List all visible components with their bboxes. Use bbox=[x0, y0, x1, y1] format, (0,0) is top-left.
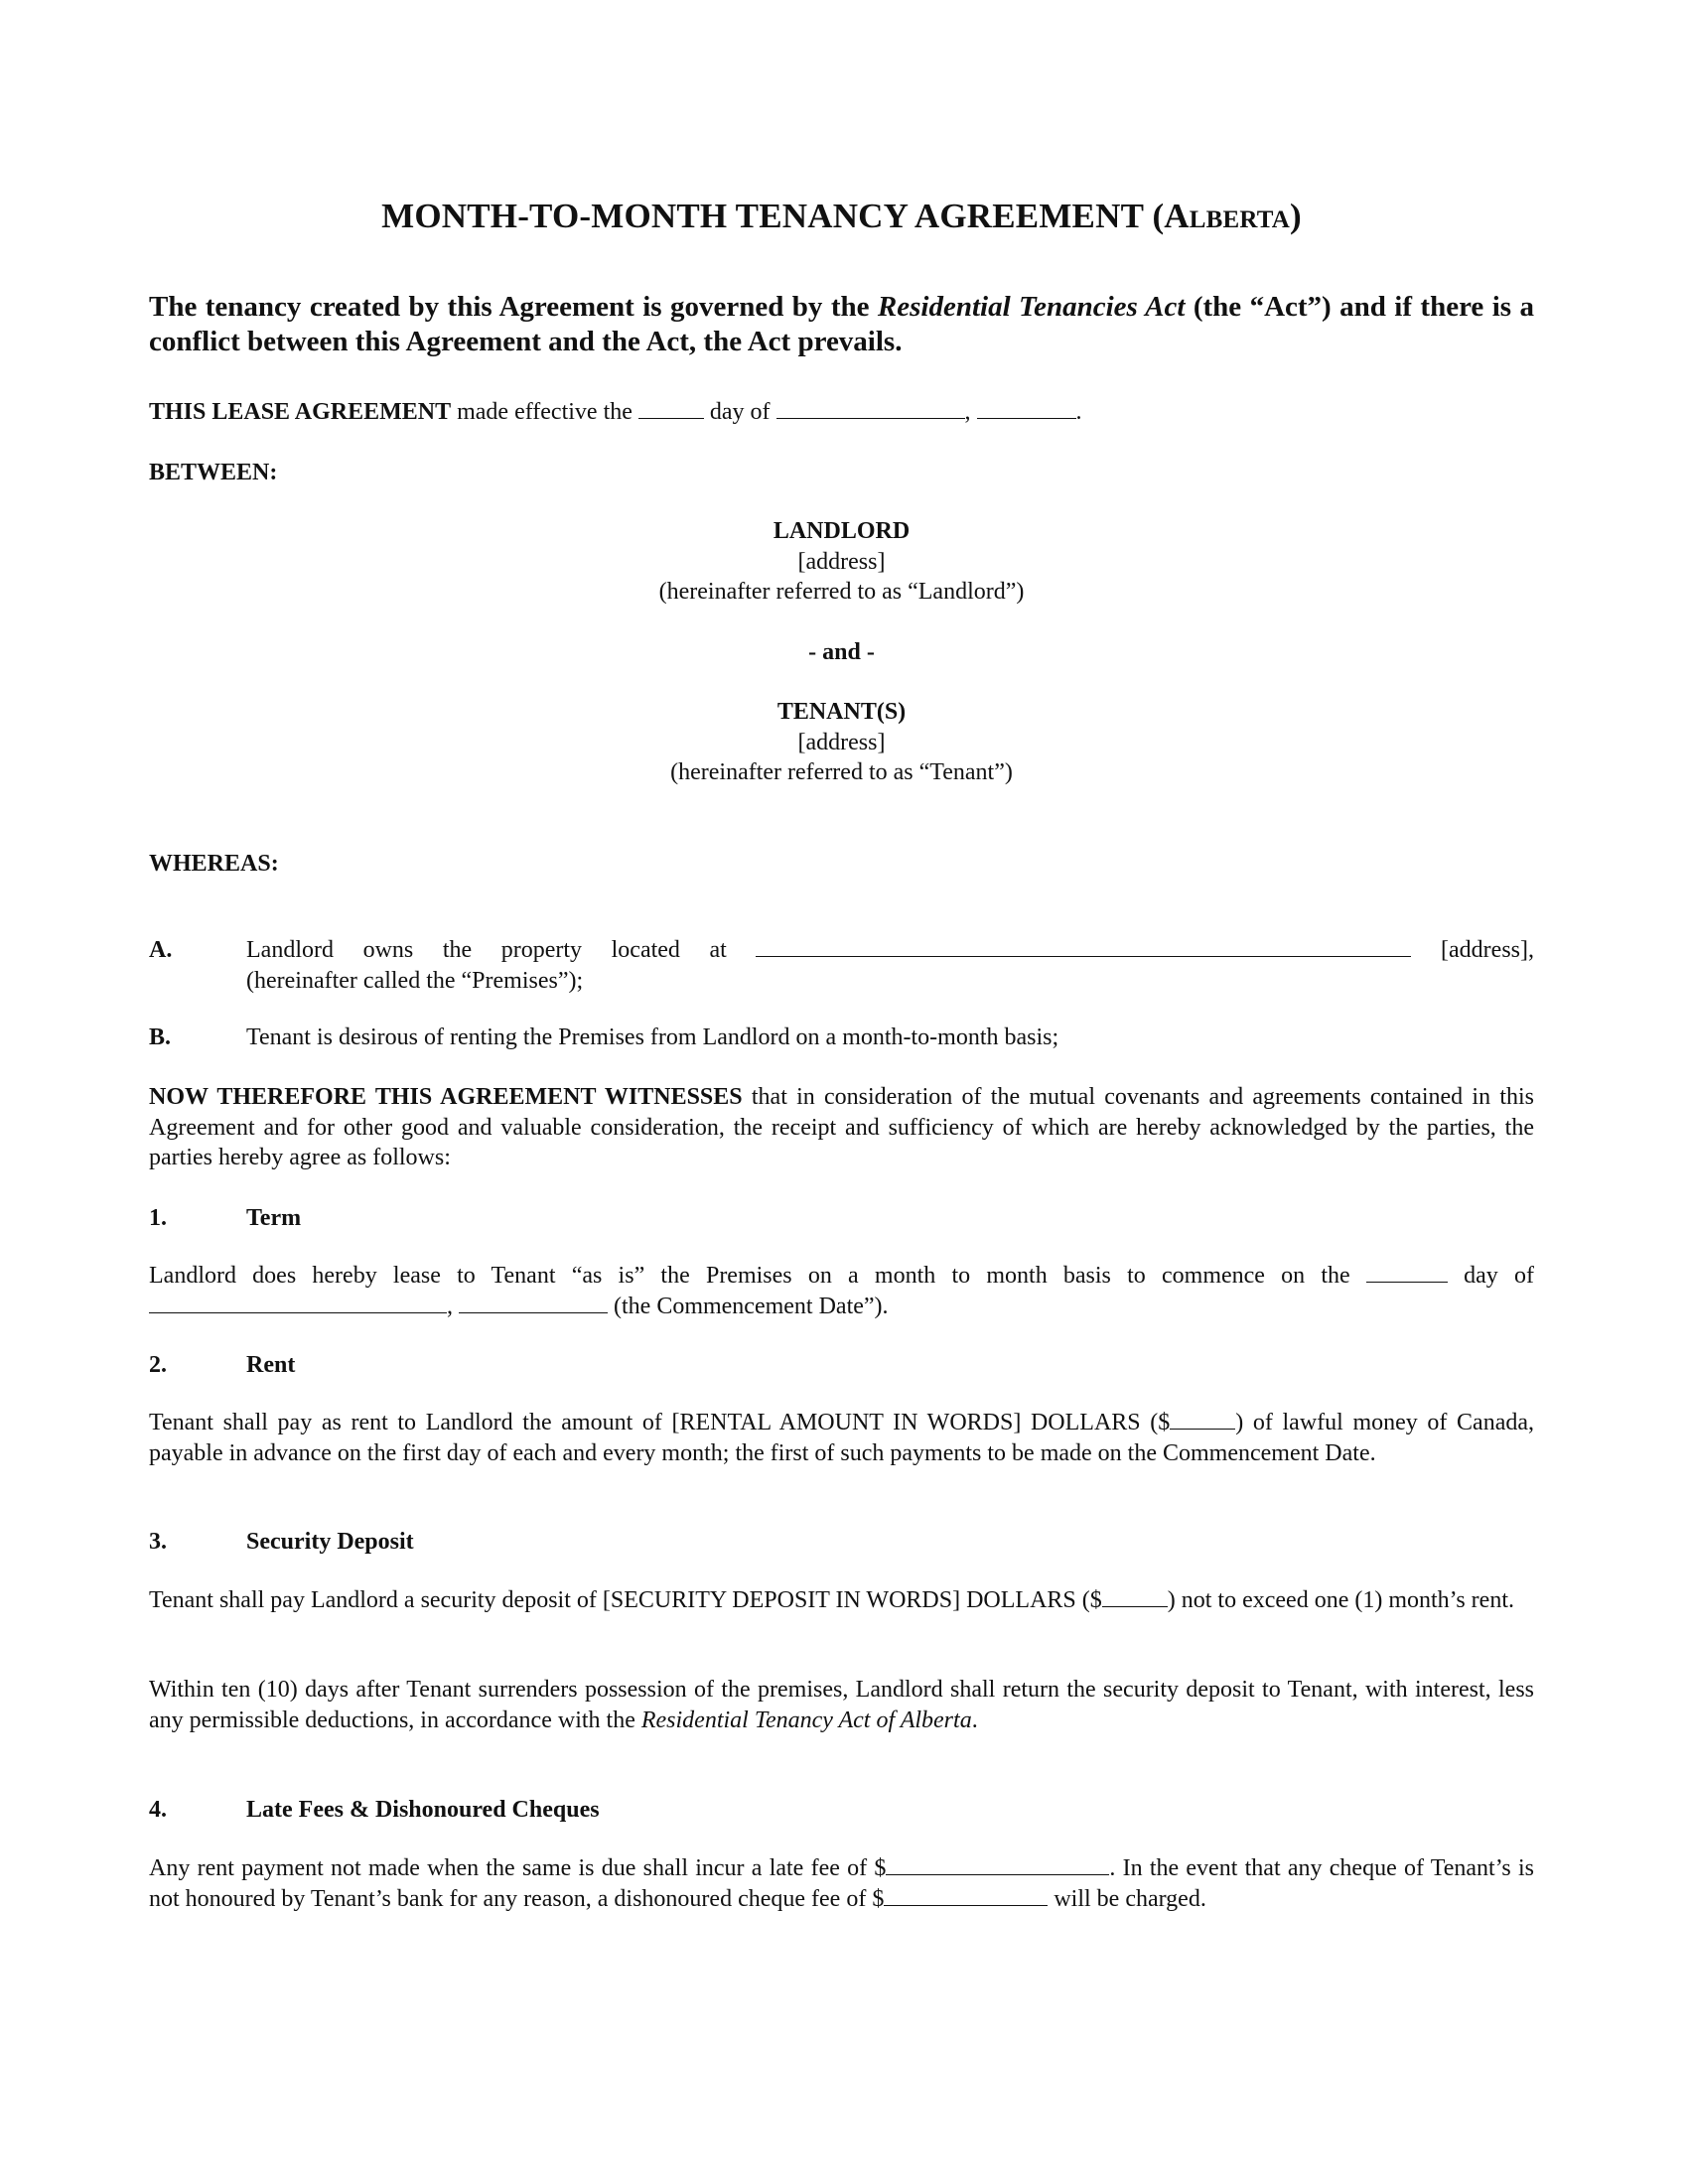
rent-text-1: Tenant shall pay as rent to Landlord the amount of [RENTAL AMOUNT IN WORDS] DOLLARS ($ bbox=[149, 1410, 1171, 1435]
and-separator: - and - bbox=[808, 639, 875, 665]
landlord-address: [address] bbox=[797, 548, 886, 575]
section-1-paragraph bbox=[149, 1261, 1534, 1321]
notice-text-1: The tenancy created by this Agreement is governed by the bbox=[149, 291, 878, 323]
witnesses-text: that in consideration of the mutual covenants and agreements contained in this Agreement and for other good and valuable consideration, the receipt and sufficiency of which are hereby acknowledged by the parties, the parties hereby agree as follows: bbox=[149, 1084, 1534, 1170]
document-title bbox=[149, 195, 1534, 238]
deposit-return-text-2: . bbox=[971, 1706, 978, 1733]
recital-b-text: Tenant is desirous of renting the Premises from Landlord on a month-to-month basis; bbox=[246, 1024, 1059, 1050]
lease-text-3: , bbox=[964, 399, 977, 425]
section-2-title: Rent bbox=[246, 1352, 296, 1378]
recital-a-label: A. bbox=[149, 937, 173, 963]
late-fee-text-2: . In the event that any cheque of Tenant’s is not honoured by Tenant’s bank for any reason, a dishonoured cheque fee of $ bbox=[149, 1855, 1534, 1912]
lease-text-1: made effective the bbox=[451, 399, 638, 425]
recital-a bbox=[149, 935, 1534, 999]
late-fee-blank[interactable] bbox=[886, 1873, 1109, 1875]
witnesses-lead: NOW THEREFORE THIS AGREEMENT WITNESSES bbox=[149, 1084, 743, 1110]
lease-text-2: day of bbox=[703, 399, 776, 425]
dishonoured-fee-blank[interactable] bbox=[884, 1904, 1048, 1906]
recital-a-text-1: Landlord owns the property located at bbox=[246, 937, 757, 963]
between-text: BETWEEN: bbox=[149, 460, 278, 485]
lease-effective-line bbox=[149, 397, 1534, 428]
deposit-return-text-1: Within ten (10) days after Tenant surrenders possession of the premises, Landlord shall return the security deposit to Tenant, with interest, less any permissible deductions, in accordance with the bbox=[149, 1677, 1534, 1733]
effective-year-blank[interactable] bbox=[977, 417, 1076, 419]
section-3-paragraph-2 bbox=[149, 1675, 1534, 1735]
deposit-act-name: Residential Tenancy Act of Alberta bbox=[640, 1706, 972, 1733]
section-3-title: Security Deposit bbox=[246, 1529, 414, 1555]
governing-act-notice bbox=[149, 290, 1534, 359]
late-fee-text-3: will be charged. bbox=[1048, 1885, 1206, 1912]
landlord-referred: (hereinafter referred to as “Landlord”) bbox=[658, 579, 1025, 605]
section-2-paragraph bbox=[149, 1408, 1534, 1468]
lease-lead: THIS LEASE AGREEMENT bbox=[149, 399, 452, 425]
recital-a-text bbox=[246, 935, 1534, 996]
title-main: MONTH-TO-MONTH TENANCY AGREEMENT bbox=[381, 197, 1153, 235]
document-page bbox=[149, 0, 1534, 2184]
recital-a-line-1 bbox=[246, 935, 1534, 966]
rent-amount-blank[interactable] bbox=[1170, 1428, 1235, 1430]
between-label bbox=[149, 458, 1534, 488]
tenant-address: [address] bbox=[797, 729, 886, 755]
tenant-party-block bbox=[149, 697, 1534, 788]
section-4-paragraph bbox=[149, 1853, 1534, 1914]
term-text-3: , bbox=[447, 1293, 459, 1319]
recital-b-label: B. bbox=[149, 1024, 172, 1050]
commencement-month-blank[interactable] bbox=[149, 1311, 447, 1313]
effective-day-blank[interactable] bbox=[638, 417, 704, 419]
section-4-number: 4. bbox=[149, 1797, 167, 1823]
section-3-heading bbox=[149, 1527, 1534, 1559]
deposit-text-1: Tenant shall pay Landlord a security deposit of [SECURITY DEPOSIT IN WORDS] DOLLARS ($ bbox=[149, 1587, 1102, 1613]
recital-a-line-2: (hereinafter called the “Premises”); bbox=[246, 967, 584, 994]
term-text-2: day of bbox=[1447, 1263, 1534, 1289]
landlord-name: LANDLORD bbox=[773, 518, 911, 544]
section-3-paragraph-1 bbox=[149, 1585, 1534, 1616]
section-1-heading bbox=[149, 1203, 1534, 1235]
commencement-year-blank[interactable] bbox=[459, 1311, 608, 1313]
lease-text-4: . bbox=[1075, 399, 1082, 425]
witnesses-clause bbox=[149, 1082, 1534, 1173]
rent-text-2: ) of lawful money of Canada, payable in advance on the first day of each and every month; the first of such payments to be made on the Commencement Date. bbox=[149, 1410, 1534, 1466]
notice-act-name: Residential Tenancies Act bbox=[877, 291, 1186, 323]
section-2-heading bbox=[149, 1350, 1534, 1382]
property-address-blank[interactable] bbox=[756, 955, 1411, 957]
recital-b bbox=[149, 1023, 1534, 1054]
term-text-4: (the Commencement Date”). bbox=[608, 1293, 889, 1319]
recital-a-text-2: [address], bbox=[1411, 937, 1534, 963]
term-text-1: Landlord does hereby lease to Tenant “as is” the Premises on a month to month basis to commence on the bbox=[149, 1263, 1366, 1289]
notice-text-2: (the “Act”) and if there is a conflict between this Agreement and the Act, the Act prevails. bbox=[149, 291, 1534, 357]
section-1-title: Term bbox=[246, 1205, 302, 1231]
deposit-text-2: ) not to exceed one (1) month’s rent. bbox=[1167, 1587, 1514, 1613]
title-province: (Alberta) bbox=[1152, 197, 1302, 235]
deposit-amount-blank[interactable] bbox=[1102, 1605, 1168, 1607]
tenant-name: TENANT(S) bbox=[776, 699, 907, 725]
late-fee-text-1: Any rent payment not made when the same is due shall incur a late fee of $ bbox=[149, 1855, 887, 1881]
tenant-referred: (hereinafter referred to as “Tenant”) bbox=[670, 759, 1013, 785]
whereas-text: WHEREAS: bbox=[149, 851, 279, 877]
landlord-party-block bbox=[149, 516, 1534, 608]
section-4-heading bbox=[149, 1795, 1534, 1827]
section-1-number: 1. bbox=[149, 1205, 167, 1231]
effective-month-blank[interactable] bbox=[776, 417, 965, 419]
section-2-number: 2. bbox=[149, 1352, 167, 1378]
section-4-title: Late Fees & Dishonoured Cheques bbox=[246, 1797, 600, 1823]
commencement-day-blank[interactable] bbox=[1366, 1281, 1448, 1283]
section-3-number: 3. bbox=[149, 1529, 167, 1555]
whereas-label bbox=[149, 849, 1534, 880]
